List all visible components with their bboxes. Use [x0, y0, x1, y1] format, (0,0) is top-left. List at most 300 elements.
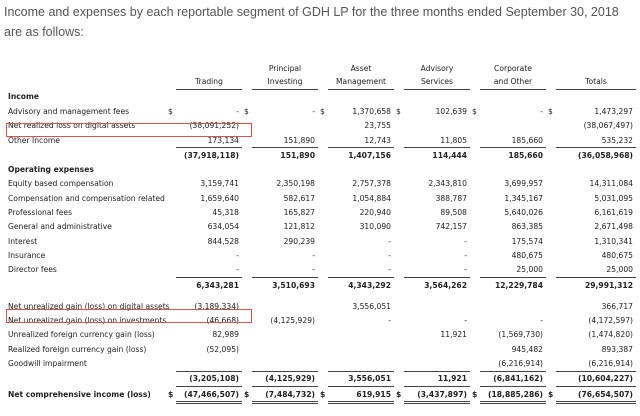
currency-symbol — [546, 292, 556, 299]
cell-value: (10,604,227) — [556, 371, 636, 386]
cell-value: 82,989 — [212, 330, 239, 340]
currency-symbol — [166, 162, 176, 176]
cell-value: 5,640,026 — [504, 208, 543, 218]
cell-value: 89,508 — [440, 208, 467, 218]
cell-value: 366,717 — [601, 301, 633, 311]
cell-value: 3,564,262 — [404, 277, 470, 292]
currency-symbol — [318, 234, 328, 248]
cell-value: 173,134 — [207, 135, 239, 145]
currency-symbol — [166, 292, 176, 299]
currency-symbol — [394, 205, 404, 219]
cell-value: 2,350,198 — [276, 179, 315, 189]
currency-symbol: $ — [396, 106, 401, 116]
currency-symbol — [318, 119, 328, 133]
cell-value: - — [236, 265, 239, 275]
currency-symbol — [470, 205, 480, 219]
table-row — [4, 191, 636, 205]
cell-value — [404, 119, 470, 133]
cell-value: (7,484,732) — [252, 386, 318, 402]
cell-value: 185,660 — [511, 135, 543, 145]
currency-symbol — [242, 234, 252, 248]
table-row — [4, 248, 636, 262]
cell-value: 23,755 — [364, 121, 391, 131]
column-header-totals: Totals — [556, 62, 636, 90]
cell-value: (52,095) — [206, 344, 239, 354]
currency-symbol — [546, 342, 556, 356]
table-row — [4, 104, 636, 118]
cell-value — [328, 356, 394, 371]
row-label: Director fees — [8, 265, 57, 275]
header-spacer — [4, 62, 166, 90]
currency-symbol — [546, 220, 556, 234]
currency-symbol — [242, 191, 252, 205]
cell-value: 151,890 — [283, 135, 315, 145]
currency-symbol — [166, 313, 176, 327]
cell-value: (46,668) — [206, 316, 239, 326]
currency-symbol — [546, 248, 556, 262]
cell-value — [252, 162, 318, 176]
cell-value: 1,310,341 — [594, 236, 633, 246]
cell-value — [480, 119, 546, 133]
currency-symbol — [546, 119, 556, 133]
cell-value: (37,918,118) — [176, 148, 242, 163]
cell-value: 25,000 — [606, 265, 633, 275]
currency-symbol — [318, 292, 328, 299]
currency-symbol — [546, 205, 556, 219]
cell-value: (4,172,597) — [588, 316, 633, 326]
cell-value: (6,216,914) — [498, 358, 543, 368]
subtotal-row — [4, 148, 636, 163]
currency-symbol: $ — [396, 390, 402, 400]
cell-value: 2,343,810 — [428, 179, 467, 189]
currency-symbol — [242, 342, 252, 356]
cell-value: 11,921 — [440, 330, 467, 340]
cell-value: - — [388, 250, 391, 260]
cell-value — [556, 292, 636, 299]
cell-value: 5,031,095 — [594, 193, 633, 203]
currency-symbol — [546, 133, 556, 148]
cell-value: 3,556,051 — [328, 371, 394, 386]
cell-value: 535,232 — [601, 135, 633, 145]
cell-value: 185,660 — [480, 148, 546, 163]
cell-value: - — [464, 265, 467, 275]
cell-value: - — [312, 250, 315, 260]
cell-value — [556, 90, 636, 105]
currency-symbol — [470, 234, 480, 248]
cell-value: - — [236, 106, 239, 116]
currency-symbol — [242, 263, 252, 278]
currency-symbol — [242, 133, 252, 148]
cell-value: (3,437,897) — [404, 386, 470, 402]
currency-symbol: $ — [244, 390, 250, 400]
currency-symbol — [470, 342, 480, 356]
table-row — [4, 205, 636, 219]
cell-value: (38,091,252) — [189, 121, 239, 131]
cell-value: (38,067,497) — [583, 121, 633, 131]
currency-symbol: $ — [244, 106, 249, 116]
currency-symbol — [546, 148, 556, 163]
cell-value: 619,915 — [328, 386, 394, 402]
currency-symbol — [470, 371, 480, 386]
cell-value — [176, 292, 242, 299]
row-label — [4, 277, 166, 292]
cell-value: 844,528 — [207, 236, 239, 246]
currency-symbol — [546, 371, 556, 386]
table-row — [4, 177, 636, 191]
currency-symbol — [470, 292, 480, 299]
net-total-row — [4, 386, 636, 402]
currency-symbol — [394, 313, 404, 327]
cell-value: (3,205,108) — [176, 371, 242, 386]
currency-symbol: $ — [472, 106, 477, 116]
cell-value: 165,827 — [283, 208, 315, 218]
column-header-principal-investing: Principal Investing — [252, 62, 318, 90]
cell-value: 6,161,619 — [594, 208, 633, 218]
cell-value — [480, 292, 546, 299]
currency-symbol — [394, 133, 404, 148]
cell-value: 4,343,292 — [328, 277, 394, 292]
currency-symbol — [394, 277, 404, 292]
cell-value: 114,444 — [404, 148, 470, 163]
cell-value: - — [540, 106, 543, 116]
cell-value: - — [464, 316, 467, 326]
cell-value: 1,659,640 — [200, 193, 239, 203]
subtotal-row — [4, 371, 636, 386]
row-label: Net unrealized gain (loss) on digital assets — [8, 301, 170, 311]
cell-value: 2,671,498 — [594, 222, 633, 232]
currency-symbol — [394, 263, 404, 278]
currency-symbol — [166, 328, 176, 342]
cell-value: (1,569,730) — [498, 330, 543, 340]
cell-value: 1,345,167 — [504, 193, 543, 203]
row-label — [4, 148, 166, 163]
currency-symbol — [318, 263, 328, 278]
currency-symbol — [470, 133, 480, 148]
cell-value: 102,639 — [435, 106, 467, 116]
table-row — [4, 313, 636, 327]
cell-value — [404, 356, 470, 371]
row-label — [4, 371, 166, 386]
cell-value: - — [388, 265, 391, 275]
currency-symbol — [242, 328, 252, 342]
currency-symbol — [546, 177, 556, 191]
table-row — [4, 133, 636, 148]
cell-value: 1,407,156 — [328, 148, 394, 163]
cell-value: 893,387 — [601, 344, 633, 354]
cell-value: 634,054 — [207, 222, 239, 232]
cell-value: 29,991,312 — [556, 277, 636, 292]
row-label: Interest — [8, 236, 38, 246]
row-label: General and administrative — [8, 222, 112, 232]
cell-value — [328, 162, 394, 176]
cell-value — [480, 299, 546, 313]
cell-value: 3,556,051 — [352, 301, 391, 311]
intro-paragraph: Income and expenses by each reportable segment of GDH LP for the three months ended September 30, 2018 are as follows: — [4, 5, 619, 39]
currency-symbol — [394, 177, 404, 191]
currency-symbol — [470, 119, 480, 133]
row-label: Net comprehensive income (loss) — [8, 390, 151, 400]
cell-value — [252, 292, 318, 299]
currency-symbol — [470, 356, 480, 371]
cell-value: (18,885,286) — [480, 386, 546, 402]
table-row — [4, 119, 636, 133]
currency-symbol — [318, 90, 328, 105]
currency-symbol — [166, 371, 176, 386]
currency-symbol — [242, 277, 252, 292]
currency-symbol — [318, 328, 328, 342]
currency-symbol — [318, 177, 328, 191]
currency-symbol — [166, 234, 176, 248]
currency-symbol — [470, 191, 480, 205]
cell-value: 945,482 — [511, 344, 543, 354]
currency-symbol — [394, 90, 404, 105]
cell-value: (76,654,507) — [556, 386, 636, 402]
cell-value: - — [312, 265, 315, 275]
currency-symbol — [394, 371, 404, 386]
cell-value: 480,675 — [601, 250, 633, 260]
cell-value: 1,054,884 — [352, 193, 391, 203]
row-label: Net realized loss on digital assets — [8, 121, 136, 131]
cell-value — [404, 90, 470, 105]
column-header-advisory-services: Advisory Services — [404, 62, 470, 90]
cell-value — [252, 299, 318, 313]
currency-symbol — [394, 191, 404, 205]
cell-value: (6,841,162) — [480, 371, 546, 386]
currency-symbol — [546, 234, 556, 248]
currency-symbol — [546, 299, 556, 313]
cell-value: - — [464, 236, 467, 246]
cell-value: 6,343,281 — [176, 277, 242, 292]
cell-value — [252, 356, 318, 371]
currency-symbol: $ — [548, 106, 553, 116]
currency-symbol — [318, 248, 328, 262]
currency-symbol — [318, 356, 328, 371]
currency-symbol — [546, 90, 556, 105]
cell-value: 25,000 — [516, 265, 543, 275]
cell-value — [404, 342, 470, 356]
currency-symbol — [242, 119, 252, 133]
currency-symbol — [318, 191, 328, 205]
row-label: Income — [8, 92, 40, 102]
currency-symbol — [318, 162, 328, 176]
currency-symbol — [242, 292, 252, 299]
cell-value: 480,675 — [511, 250, 543, 260]
cell-value: 3,510,693 — [252, 277, 318, 292]
currency-symbol — [470, 248, 480, 262]
currency-symbol — [242, 371, 252, 386]
cell-value: 863,385 — [511, 222, 543, 232]
currency-symbol — [166, 133, 176, 148]
row-label: Other Income — [8, 135, 60, 145]
row-label: Unrealized foreign currency gain (loss) — [8, 330, 155, 340]
cell-value: 3,159,741 — [200, 179, 239, 189]
currency-symbol — [546, 313, 556, 327]
currency-symbol: $ — [320, 390, 326, 400]
currency-symbol — [318, 299, 328, 313]
currency-symbol — [470, 220, 480, 234]
currency-symbol — [318, 205, 328, 219]
currency-symbol — [166, 356, 176, 371]
cell-value: - — [388, 236, 391, 246]
currency-symbol — [166, 191, 176, 205]
cell-value — [328, 90, 394, 105]
cell-value: 11,921 — [404, 371, 470, 386]
currency-symbol — [394, 248, 404, 262]
cell-value — [252, 90, 318, 105]
currency-symbol — [470, 148, 480, 163]
table-row — [4, 342, 636, 356]
row-label: Realized foreign currency gain (loss) — [8, 344, 147, 354]
currency-symbol — [242, 148, 252, 163]
cell-value — [480, 162, 546, 176]
cell-value — [328, 328, 394, 342]
cell-value: 582,617 — [283, 193, 315, 203]
currency-symbol — [470, 277, 480, 292]
section-row — [4, 162, 636, 176]
cell-value — [176, 90, 242, 105]
cell-value: 12,229,784 — [480, 277, 546, 292]
table-row — [4, 328, 636, 342]
cell-value: 121,812 — [283, 222, 315, 232]
cell-value: (4,125,929) — [252, 371, 318, 386]
currency-symbol — [318, 220, 328, 234]
cell-value — [480, 90, 546, 105]
currency-symbol — [242, 205, 252, 219]
cell-value: 388,787 — [435, 193, 467, 203]
currency-symbol — [394, 328, 404, 342]
currency-symbol — [546, 263, 556, 278]
currency-symbol — [318, 277, 328, 292]
cell-value — [404, 292, 470, 299]
currency-symbol — [166, 342, 176, 356]
currency-symbol — [546, 356, 556, 371]
currency-symbol — [394, 342, 404, 356]
cell-value: 310,090 — [359, 222, 391, 232]
cell-value: - — [236, 250, 239, 260]
currency-symbol — [546, 191, 556, 205]
currency-symbol — [470, 90, 480, 105]
cell-value — [328, 292, 394, 299]
currency-symbol — [242, 220, 252, 234]
row-label: Goodwill impairment — [8, 359, 87, 369]
cell-value — [176, 162, 242, 176]
currency-symbol — [394, 356, 404, 371]
cell-value: 1,370,658 — [352, 106, 391, 116]
cell-value — [252, 342, 318, 356]
currency-symbol: $ — [168, 390, 174, 400]
currency-symbol — [394, 119, 404, 133]
cell-value: 290,239 — [283, 236, 315, 246]
cell-value — [328, 342, 394, 356]
currency-symbol — [166, 263, 176, 278]
cell-value — [252, 119, 318, 133]
cell-value — [252, 328, 318, 342]
row-label: Net unrealized gain (loss) on investments — [8, 316, 167, 326]
currency-symbol — [470, 177, 480, 191]
section-row — [4, 90, 636, 105]
currency-symbol — [394, 299, 404, 313]
table-row — [4, 299, 636, 313]
cell-value: 14,311,084 — [589, 179, 633, 189]
currency-symbol — [242, 90, 252, 105]
row-label — [4, 292, 166, 299]
cell-value: 45,318 — [212, 208, 239, 218]
cell-value: (47,466,507) — [176, 386, 242, 402]
cell-value: (6,216,914) — [588, 358, 633, 368]
currency-symbol — [242, 313, 252, 327]
currency-symbol — [470, 162, 480, 176]
cell-value: 12,743 — [364, 135, 391, 145]
currency-symbol — [546, 162, 556, 176]
currency-symbol — [242, 299, 252, 313]
currency-symbol — [394, 220, 404, 234]
currency-symbol — [166, 148, 176, 163]
currency-symbol — [242, 248, 252, 262]
segment-income-table — [4, 62, 636, 404]
currency-symbol — [546, 328, 556, 342]
cell-value: - — [388, 316, 391, 326]
currency-symbol — [166, 220, 176, 234]
currency-symbol: $ — [548, 390, 554, 400]
currency-symbol — [394, 234, 404, 248]
currency-symbol — [470, 263, 480, 278]
currency-symbol — [318, 342, 328, 356]
currency-symbol: $ — [320, 106, 325, 116]
currency-symbol: $ — [472, 390, 478, 400]
currency-symbol — [470, 299, 480, 313]
currency-symbol — [242, 356, 252, 371]
cell-value — [556, 162, 636, 176]
currency-symbol — [166, 277, 176, 292]
currency-symbol — [470, 313, 480, 327]
cell-value: 151,890 — [252, 148, 318, 163]
currency-symbol — [318, 148, 328, 163]
table-row — [4, 220, 636, 234]
cell-value: - — [312, 106, 315, 116]
currency-symbol — [318, 313, 328, 327]
cell-value: (1,474,820) — [588, 330, 633, 340]
spacer-row — [4, 292, 636, 299]
currency-symbol — [394, 292, 404, 299]
currency-symbol — [242, 177, 252, 191]
currency-symbol — [166, 90, 176, 105]
column-header-asset-management: Asset Management — [328, 62, 394, 90]
cell-value — [404, 162, 470, 176]
table-row — [4, 234, 636, 248]
currency-symbol — [394, 162, 404, 176]
cell-value: 220,940 — [359, 208, 391, 218]
currency-symbol — [166, 248, 176, 262]
cell-value: 11,805 — [440, 135, 467, 145]
row-label: Professional fees — [8, 208, 73, 218]
currency-symbol — [470, 328, 480, 342]
row-label: Insurance — [8, 250, 46, 260]
cell-value — [176, 356, 242, 371]
cell-value: - — [464, 250, 467, 260]
cell-value: 1,473,297 — [594, 106, 633, 116]
column-header-corporate-other: Corporate and Other — [480, 62, 546, 90]
cell-value: 175,574 — [511, 236, 543, 246]
row-label: Advisory and management fees — [8, 106, 130, 116]
cell-value: (3,189,334) — [194, 301, 239, 311]
cell-value: 2,757,378 — [352, 179, 391, 189]
cell-value — [404, 299, 470, 313]
currency-symbol — [318, 371, 328, 386]
table-header-row — [4, 62, 636, 90]
row-label: Equity based compensation — [8, 179, 114, 189]
cell-value: (4,125,929) — [270, 316, 315, 326]
subtotal-row — [4, 277, 636, 292]
